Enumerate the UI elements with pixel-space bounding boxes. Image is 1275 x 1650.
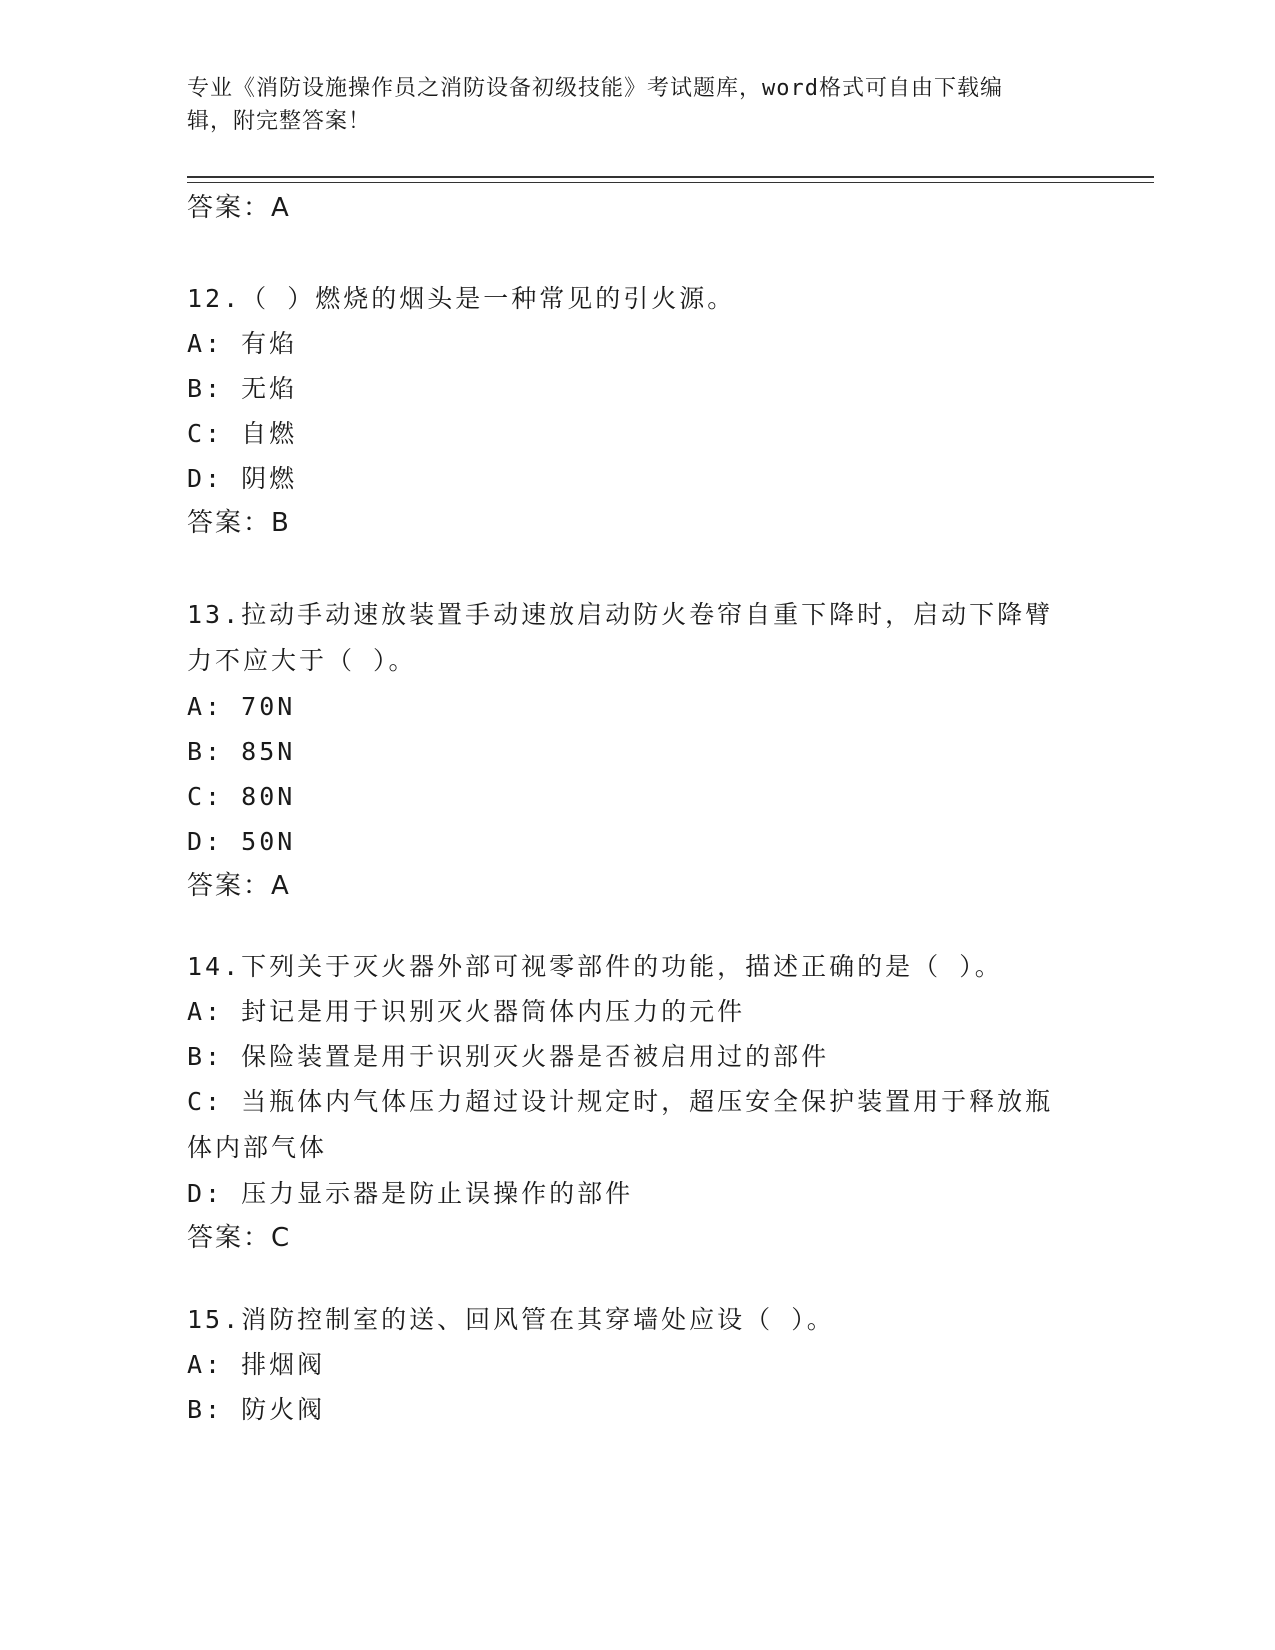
question-14-text: 14.下列关于灭火器外部可视零部件的功能，描述正确的是（ ）。 [187, 952, 1003, 981]
question-13-option-d: D: 50N [187, 827, 296, 856]
header-line-2: 辑，附完整答案！ [187, 109, 372, 134]
question-13-text: 13.拉动手动速放装置手动速放启动防火卷帘自重下降时，启动下降臂力不应大于（ ）。 [187, 600, 1054, 675]
header-divider-thin [187, 182, 1154, 183]
question-14-option-a: A: 封记是用于识别灭火器筒体内压力的元件 [187, 997, 746, 1026]
question-12-answer: 答案：B [187, 508, 291, 538]
question-14-option-d: D: 压力显示器是防止误操作的部件 [187, 1179, 634, 1208]
question-13-answer: 答案：A [187, 871, 291, 901]
header-divider-thick [187, 176, 1154, 178]
question-15 [187, 1297, 1087, 1432]
question-12-option-c: C: 自燃 [187, 419, 298, 448]
previous-answer: 答案：A [187, 193, 291, 223]
question-14-option-c: C: 当瓶体内气体压力超过设计规定时，超压安全保护装置用于释放瓶体内部气体 [187, 1087, 1054, 1162]
question-15-option-a: A: 排烟阀 [187, 1350, 326, 1379]
question-14-answer: 答案：C [187, 1223, 292, 1253]
question-12-option-b: B: 无焰 [187, 374, 298, 403]
question-14-option-b: B: 保险装置是用于识别灭火器是否被启用过的部件 [187, 1042, 830, 1071]
question-12-option-d: D: 阴燃 [187, 464, 298, 493]
question-13-option-b: B: 85N [187, 737, 296, 766]
question-15-option-b: B: 防火阀 [187, 1395, 326, 1424]
document-header [187, 72, 1067, 138]
previous-answer-block [187, 186, 1087, 231]
question-12-text: 12.（ ）燃烧的烟头是一种常见的引火源。 [187, 284, 736, 313]
question-14 [187, 944, 1087, 1261]
header-line-1: 专业《消防设施操作员之消防设备初级技能》考试题库，word格式可自由下载编 [187, 76, 1003, 101]
question-13-option-a: A: 70N [187, 692, 296, 721]
question-12 [187, 276, 1087, 546]
question-12-option-a: A: 有焰 [187, 329, 298, 358]
question-15-text: 15.消防控制室的送、回风管在其穿墙处应设（ ）。 [187, 1305, 835, 1334]
question-13 [187, 592, 1087, 909]
question-13-option-c: C: 80N [187, 782, 296, 811]
